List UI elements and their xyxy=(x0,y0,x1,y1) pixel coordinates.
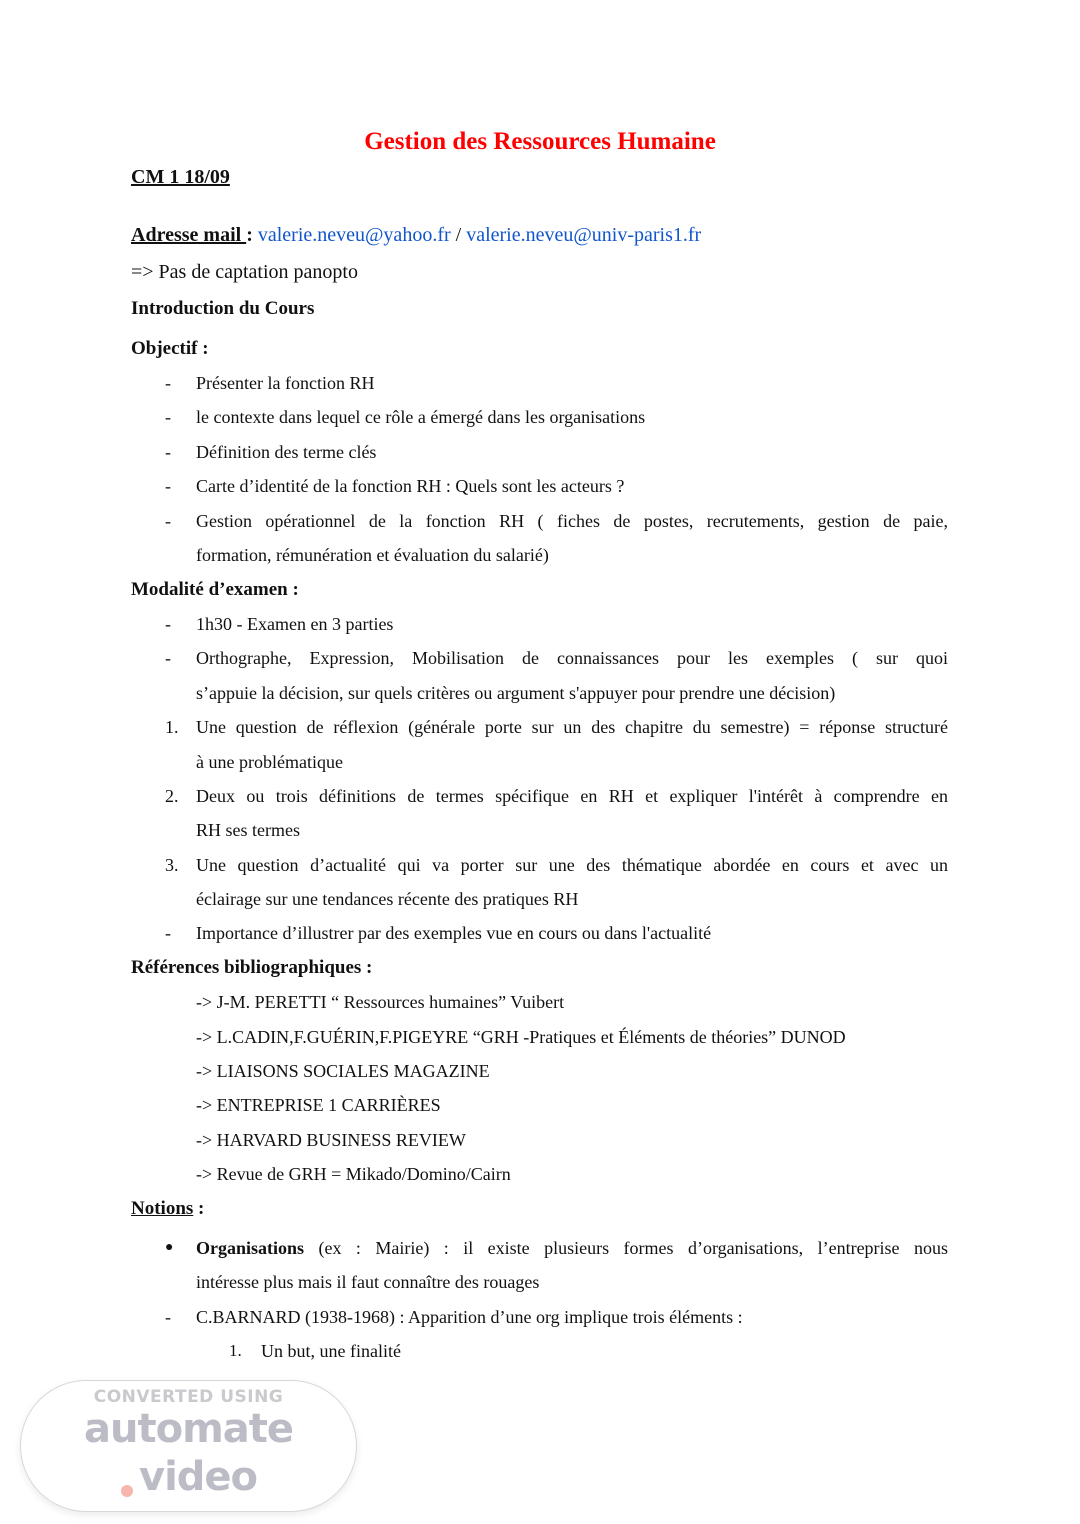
objectif-item: Présenter la fonction RH xyxy=(196,373,375,393)
notions-heading: Notions xyxy=(131,1198,194,1219)
exam-part-item: Deux ou trois définitions de termes spécifique en RH et expliquer l'intérêt à comprendre en xyxy=(196,786,948,806)
modalite-item: 1h30 - Examen en 3 parties xyxy=(196,614,394,634)
dash-marker: - xyxy=(165,511,171,531)
watermark-top-text: CONVERTED USING xyxy=(93,1387,284,1407)
watermark-brand-text: automate xyxy=(84,1406,293,1452)
reference-item: -> LIAISONS SOCIALES MAGAZINE xyxy=(196,1061,490,1081)
watermark-suffix-text: video xyxy=(139,1454,258,1500)
dash-marker: - xyxy=(165,648,171,668)
notion-term: Organisations xyxy=(196,1238,305,1258)
dash-marker: - xyxy=(165,1307,171,1327)
dash-marker: - xyxy=(165,407,171,427)
dash-marker: - xyxy=(165,476,171,496)
watermark-badge xyxy=(20,1380,357,1512)
exam-part-item: Une question d’actualité qui va porter sur une des thématique abordée en cours et avec un xyxy=(196,855,948,875)
references-heading: Références bibliographiques : xyxy=(131,957,373,978)
objectif-item: Définition des terme clés xyxy=(196,442,377,462)
reference-item: -> J-M. PERETTI “ Ressources humaines” Vuibert xyxy=(196,992,565,1012)
modalite-heading: Modalité d’examen : xyxy=(131,579,299,600)
email-line xyxy=(131,223,701,247)
notion-organisations-continued: intéresse plus mais il faut connaître des rouages xyxy=(196,1272,540,1292)
barnard-element-item: Un but, une finalité xyxy=(261,1341,401,1361)
email-link-univ[interactable]: valerie.neveu@univ-paris1.fr xyxy=(466,224,702,246)
watermark-dot-icon xyxy=(121,1485,133,1497)
objectif-item: Carte d’identité de la fonction RH : Quels sont les acteurs ? xyxy=(196,476,625,496)
exam-part-item-continued: éclairage sur une tendances récente des pratiques RH xyxy=(196,889,579,909)
dash-marker: - xyxy=(165,614,171,634)
notion-definition: (ex : Mairie) : il existe plusieurs formes d’organisations, l’entreprise nous xyxy=(304,1238,948,1258)
reference-item: -> L.CADIN,F.GUÉRIN,F.PIGEYRE “GRH -Pratiques et Éléments de théories” DUNOD xyxy=(196,1027,846,1047)
reference-item: -> HARVARD BUSINESS REVIEW xyxy=(196,1130,466,1150)
objectif-item-continued: formation, rémunération et évaluation du salarié) xyxy=(196,545,549,565)
modalite-item: Importance d’illustrer par des exemples vue en cours ou dans l'actualité xyxy=(196,923,712,943)
modalite-item: Orthographe, Expression, Mobilisation de connaissances pour les exemples ( sur quoi xyxy=(196,648,948,668)
dash-marker: - xyxy=(165,442,171,462)
bullet-icon: ● xyxy=(165,1240,174,1255)
exam-part-item-continued: RH ses termes xyxy=(196,820,300,840)
exam-part-item-continued: à une problématique xyxy=(196,752,343,772)
intro-heading: Introduction du Cours xyxy=(131,298,315,319)
number-marker: 2. xyxy=(165,786,179,806)
exam-part-item: Une question de réflexion (générale porte sur un des chapitre du semestre) = réponse structuré xyxy=(196,717,948,737)
notions-colon: : xyxy=(193,1198,205,1219)
objectif-item: le contexte dans lequel ce rôle a émergé dans les organisations xyxy=(196,407,646,427)
notion-organisations xyxy=(196,1236,948,1260)
session-heading: CM 1 18/09 xyxy=(131,166,230,188)
document-title: Gestion des Ressources Humaine xyxy=(364,128,716,155)
email-slash: / xyxy=(450,224,467,246)
number-marker: 1. xyxy=(165,717,179,737)
number-marker: 1. xyxy=(229,1341,242,1360)
dash-marker: - xyxy=(165,373,171,393)
dash-marker: - xyxy=(165,923,171,943)
barnard-item: C.BARNARD (1938-1968) : Apparition d’une org implique trois éléments : xyxy=(196,1307,743,1327)
email-link-yahoo[interactable]: valerie.neveu@yahoo.fr xyxy=(257,224,451,246)
email-colon: : xyxy=(246,224,253,246)
objectif-heading: Objectif : xyxy=(131,338,209,359)
email-label: Adresse mail xyxy=(131,224,247,246)
reference-item: -> Revue de GRH = Mikado/Domino/Cairn xyxy=(196,1164,511,1184)
modalite-item-continued: s’appuie la décision, sur quels critères ou argument s'appuyer pour prendre une décision) xyxy=(196,683,836,703)
reference-item: -> ENTREPRISE 1 CARRIÈRES xyxy=(196,1095,441,1115)
notions-heading-line xyxy=(131,1197,204,1221)
number-marker: 3. xyxy=(165,855,179,875)
objectif-item: Gestion opérationnel de la fonction RH ( fiches de postes, recrutements, gestion de paie, xyxy=(196,511,948,531)
panopto-note: => Pas de captation panopto xyxy=(131,261,358,283)
